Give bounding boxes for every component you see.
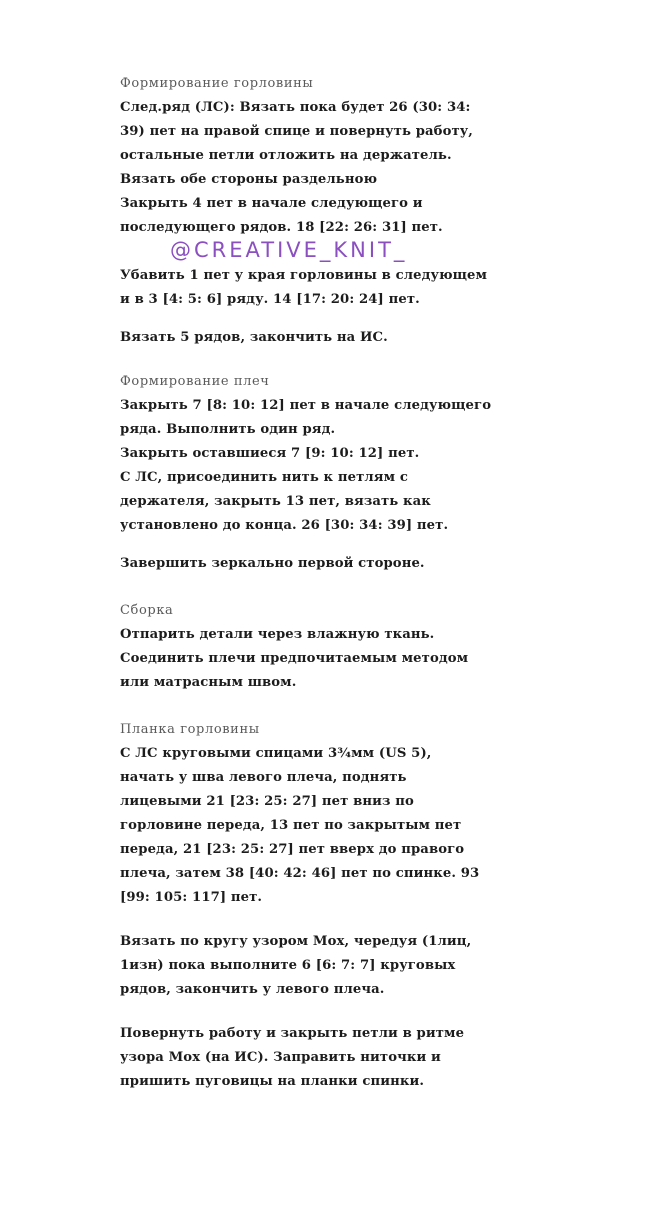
shoulders-line: установлено до конца. 26 [30: 34: 39] пет. — [120, 518, 449, 533]
neckband-line: плеча, затем 38 [40: 42: 46] пет по спинке. 93 — [120, 866, 480, 881]
neckband-line: [99: 105: 117] пет. — [120, 890, 263, 905]
shoulders-finish: Завершить зеркально первой стороне. — [120, 556, 425, 571]
shoulders-line: Закрыть оставшиеся 7 [9: 10: 12] пет. — [120, 446, 420, 461]
final-line: пришить пуговицы на планки спинки. — [120, 1074, 425, 1089]
neckband-line: С ЛС круговыми спицами 3¾мм (US 5), — [120, 746, 432, 761]
assembly-line: Соединить плечи предпочитаемым методом — [120, 651, 469, 666]
neckband-line: начать у шва левого плеча, поднять — [120, 770, 407, 785]
assembly-heading: Сборка — [120, 603, 174, 618]
neckband-heading: Планка горловины — [120, 722, 260, 737]
assembly-line: или матрасным швом. — [120, 675, 297, 690]
shoulders-heading: Формирование плеч — [120, 374, 270, 389]
neckline-line: 39) пет на правой спице и повернуть работу, — [120, 124, 473, 139]
neckband-line: лицевыми 21 [23: 25: 27] пет вниз по — [120, 794, 414, 809]
neckline-line: Закрыть 4 пет в начале следующего и — [120, 196, 423, 211]
shoulders-line: держателя, закрыть 13 пет, вязать как — [120, 494, 431, 509]
shoulders-line: С ЛС, присоединить нить к петлям с — [120, 470, 409, 485]
neckline-line: последующего рядов. 18 [22: 26: 31] пет. — [120, 220, 443, 235]
final-line: Повернуть работу и закрыть петли в ритме — [120, 1026, 465, 1041]
shoulders-line: Закрыть 7 [8: 10: 12] пет в начале следующего — [120, 398, 492, 413]
neckline-line: и в 3 [4: 5: 6] ряду. 14 [17: 20: 24] пет. — [120, 292, 420, 307]
shoulders-line: ряда. Выполнить один ряд. — [120, 422, 336, 437]
neckline-line: Убавить 1 пет у края горловины в следующем — [120, 268, 488, 283]
moss-line: Вязать по кругу узором Мох, чередуя (1лиц, — [120, 934, 472, 949]
neckline-heading: Формирование горловины — [120, 76, 314, 91]
neckline-line: Вязать обе стороны раздельною — [120, 172, 378, 187]
neckline-line: остальные петли отложить на держатель. — [120, 148, 452, 163]
moss-line: 1изн) пока выполните 6 [6: 7: 7] круговых — [120, 958, 456, 973]
moss-line: рядов, закончить у левого плеча. — [120, 982, 385, 997]
neckband-line: переда, 21 [23: 25: 27] пет вверх до правого — [120, 842, 465, 857]
neckline-line: След.ряд (ЛС): Вязать пока будет 26 (30: 34: — [120, 100, 471, 115]
final-line: узора Мох (на ИС). Заправить ниточки и — [120, 1050, 441, 1065]
watermark-text: @CREATIVE_KNIT_ — [170, 238, 408, 262]
neckline-finish: Вязать 5 рядов, закончить на ИС. — [120, 330, 388, 345]
neckband-line: горловине переда, 13 пет по закрытым пет — [120, 818, 462, 833]
assembly-line: Отпарить детали через влажную ткань. — [120, 627, 435, 642]
pattern-text — [120, 72, 550, 1094]
